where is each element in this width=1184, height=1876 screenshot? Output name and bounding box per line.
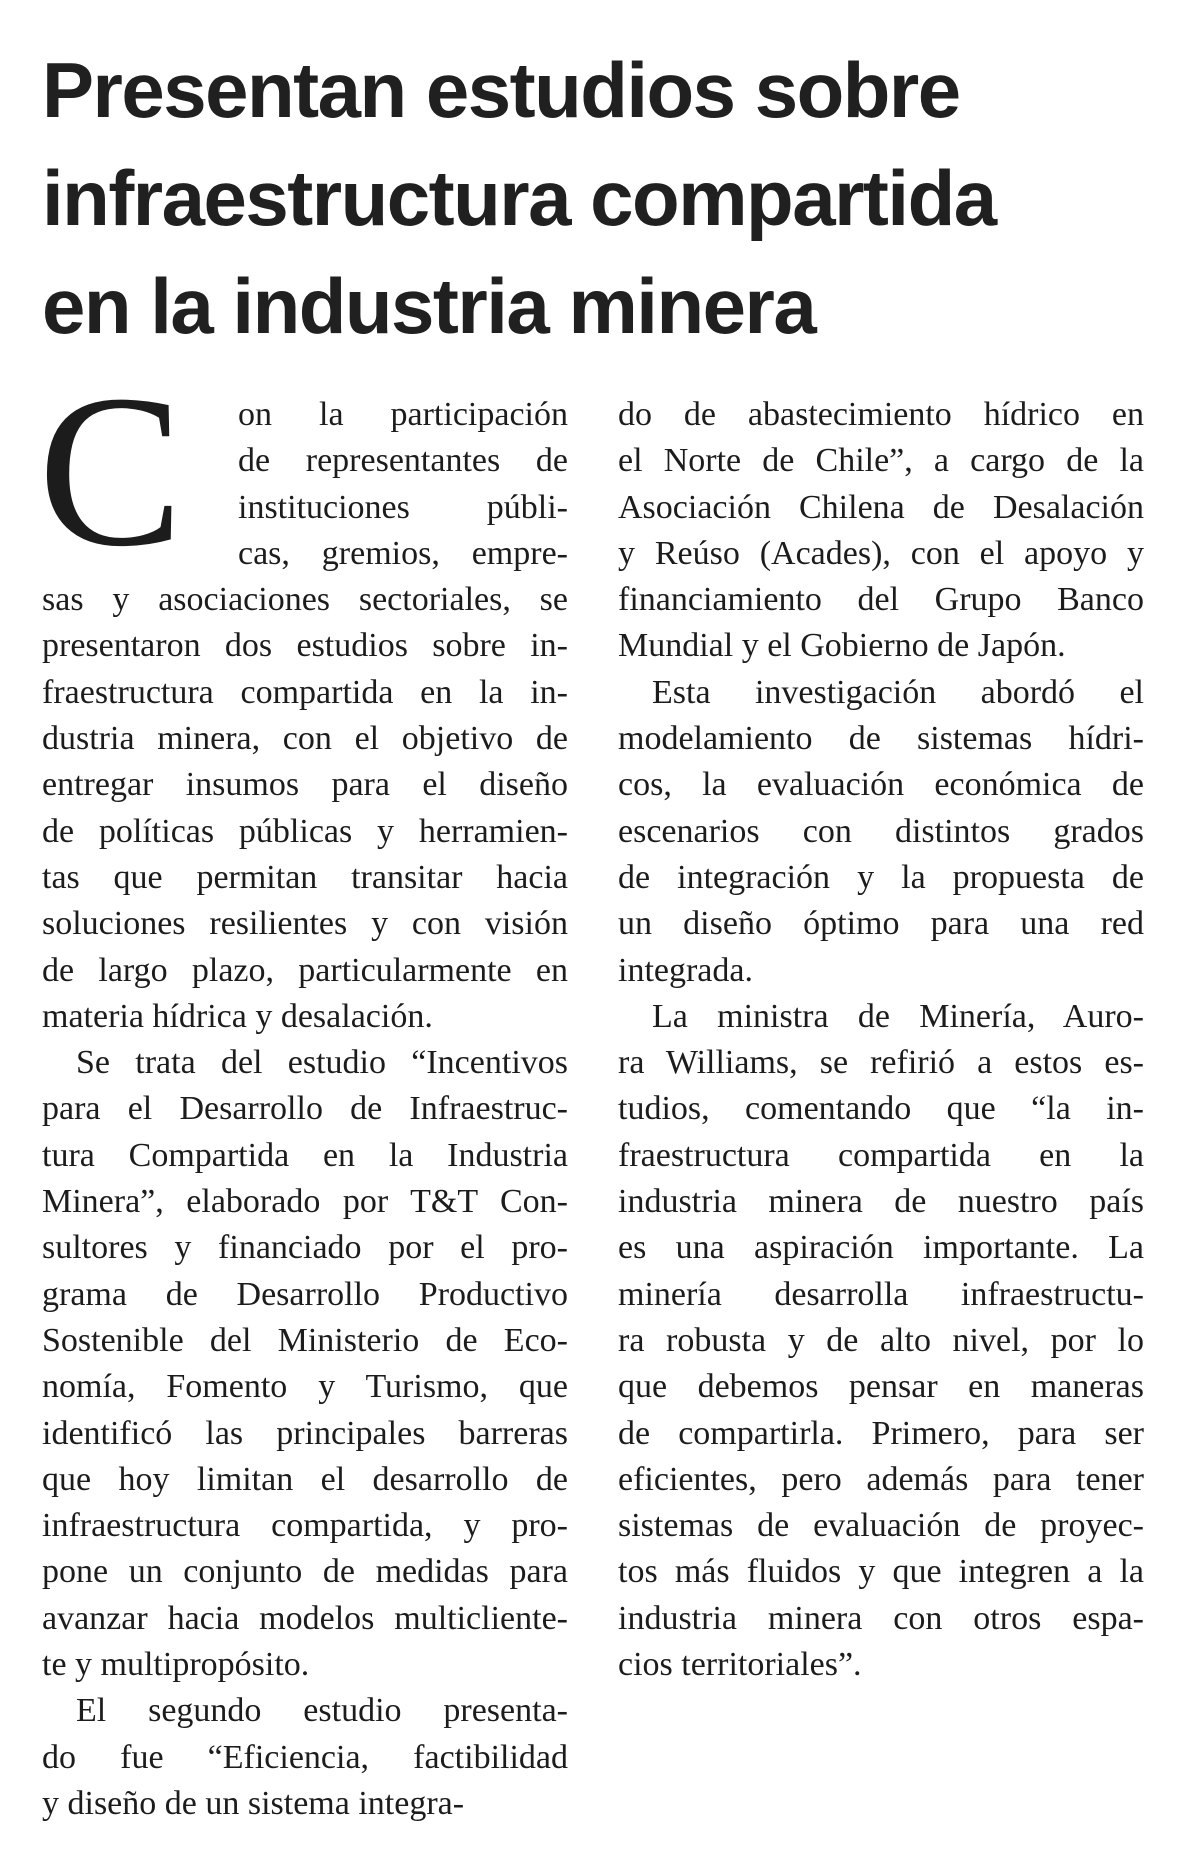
- drop-cap: C: [38, 351, 184, 592]
- article-column-right: [618, 392, 1144, 1688]
- body-text-line: on la participación: [238, 396, 568, 433]
- body-text-line: de largo plazo, particularmente en: [42, 951, 568, 989]
- body-text-line: industria minera con otros espa-: [618, 1599, 1144, 1637]
- body-text-line: de representantes de: [238, 442, 568, 480]
- body-text-line: de compartirla. Primero, para ser: [618, 1414, 1144, 1452]
- body-text-line: pone un conjunto de medidas para: [42, 1553, 568, 1591]
- body-text-line: de políticas públicas y herramien-: [42, 812, 568, 850]
- body-text-line: cas, gremios, empre-: [238, 534, 568, 572]
- body-text-line: Asociación Chilena de Desalación: [618, 488, 1144, 526]
- body-text-line: dustria minera, con el objetivo de: [42, 720, 568, 758]
- body-text-line: te y multipropósito.: [42, 1646, 310, 1684]
- body-text-line: sas y asociaciones sectoriales, se: [42, 581, 568, 619]
- body-text-line: infraestructura compartida, y pro-: [42, 1507, 568, 1545]
- body-text-line: materia hídrica y desalación.: [42, 997, 433, 1035]
- body-text-line: tura Compartida en la Industria: [42, 1136, 568, 1174]
- headline-line: Presentan estudios sobre: [42, 46, 960, 134]
- body-text-line: avanzar hacia modelos multicliente-: [42, 1599, 568, 1637]
- body-text-line: tudios, comentando que “la in-: [618, 1090, 1144, 1128]
- body-text-line: Se trata del estudio “Incentivos: [76, 1044, 568, 1082]
- body-text-line: sistemas de evaluación de proyec-: [618, 1507, 1144, 1545]
- body-text-line: presentaron dos estudios sobre in-: [42, 627, 568, 665]
- body-text-line: tos más fluidos y que integren a la: [618, 1553, 1144, 1591]
- body-text-line: financiamiento del Grupo Banco: [618, 581, 1144, 619]
- body-text-line: eficientes, pero además para tener: [618, 1460, 1144, 1498]
- body-text-line: entregar insumos para el diseño: [42, 766, 568, 804]
- body-text-line: modelamiento de sistemas hídri-: [618, 720, 1144, 758]
- body-text-line: de integración y la propuesta de: [618, 858, 1144, 896]
- body-text-line: industria minera de nuestro país: [618, 1183, 1144, 1221]
- body-text-line: un diseño óptimo para una red: [618, 905, 1144, 943]
- article-column-left: [38, 351, 568, 1827]
- body-text-line: grama de Desarrollo Productivo: [42, 1275, 568, 1313]
- body-text-line: integrada.: [618, 951, 753, 989]
- article-headline: [42, 36, 1152, 360]
- body-text-line: cios territoriales”.: [618, 1646, 862, 1684]
- body-text-line: Esta investigación abordó el: [652, 673, 1144, 711]
- body-text-line: nomía, Fomento y Turismo, que: [42, 1368, 568, 1406]
- headline-line: en la industria minera: [42, 262, 816, 350]
- body-text-line: identificó las principales barreras: [42, 1414, 568, 1452]
- body-text-line: fraestructura compartida en la: [618, 1136, 1144, 1174]
- body-text-line: do de abastecimiento hídrico en: [618, 396, 1144, 433]
- body-text-line: fraestructura compartida en la in-: [42, 673, 568, 711]
- body-text-line: escenarios con distintos grados: [618, 812, 1144, 850]
- body-text-line: tas que permitan transitar hacia: [42, 858, 568, 896]
- body-text-line: que debemos pensar en maneras: [618, 1368, 1144, 1406]
- body-text-line: el Norte de Chile”, a cargo de la: [618, 442, 1144, 480]
- body-text-line: que hoy limitan el desarrollo de: [42, 1460, 568, 1498]
- headline-line: infraestructura compartida: [42, 154, 996, 242]
- body-text-line: y Reúso (Acades), con el apoyo y: [618, 534, 1144, 572]
- body-text-line: do fue “Eficiencia, factibilidad: [42, 1738, 568, 1776]
- body-text-line: ra Williams, se refirió a estos es-: [618, 1044, 1144, 1082]
- body-text-line: minería desarrolla infraestructu-: [618, 1275, 1144, 1313]
- body-text-line: para el Desarrollo de Infraestruc-: [42, 1090, 568, 1128]
- body-text-line: soluciones resilientes y con visión: [42, 905, 568, 943]
- body-text-line: Sostenible del Ministerio de Eco-: [42, 1321, 568, 1359]
- body-text-line: Mundial y el Gobierno de Japón.: [618, 627, 1066, 665]
- body-text-line: El segundo estudio presenta-: [76, 1692, 568, 1730]
- body-text-line: ra robusta y de alto nivel, por lo: [618, 1321, 1144, 1359]
- body-text-line: La ministra de Minería, Auro-: [652, 997, 1144, 1035]
- body-text-line: y diseño de un sistema integra-: [42, 1784, 465, 1822]
- body-text-line: cos, la evaluación económica de: [618, 766, 1144, 804]
- body-text-line: es una aspiración importante. La: [618, 1229, 1144, 1267]
- body-text-line: sultores y financiado por el pro-: [42, 1229, 568, 1267]
- body-text-line: Minera”, elaborado por T&T Con-: [42, 1183, 568, 1221]
- body-text-line: instituciones públi-: [238, 488, 568, 526]
